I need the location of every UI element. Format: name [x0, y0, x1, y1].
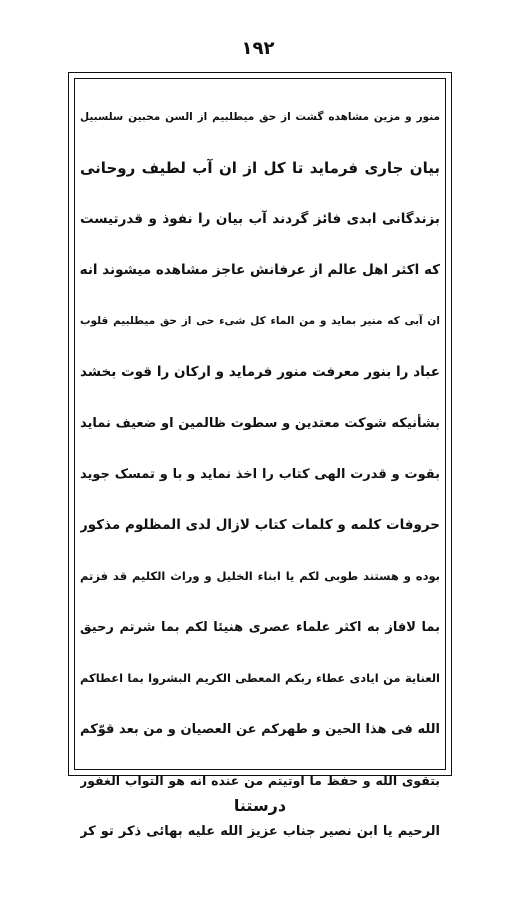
text-line: العنایة من ایادی عطاء ربکم المعطی الکریم البشروا بما اعطاکم	[80, 671, 440, 685]
text-line: حروفات کلمه و کلمات کتاب لازال لدی المظلوم مذکور	[80, 517, 440, 533]
text-line: که اکثر اهل عالم از عرفانش عاجز مشاهده میشوند انه	[80, 262, 440, 278]
text-line: بشأنیکه شوکت معتدین و سطوت ظالمین او ضعیف نماید	[80, 416, 440, 431]
text-line: بزندگانی ابدی فائز گردند آب بیان را نفوذ و قدرتیست	[80, 211, 440, 227]
text-line: الرحیم یا ابن نصیر جناب عزیز الله علیه بهائی ذکر تو کر	[80, 824, 440, 839]
text-line: بتقوی الله و حفظ ما اوتیتم من عنده انه هو التواب الغفور	[80, 773, 440, 788]
text-line: منور و مزین مشاهده گشت از حق میطلبیم از السن محبین سلسبیل	[80, 111, 440, 123]
text-line: الله فی هذا الحین و طهرکم عن العصیان و من بعد قوّکم	[80, 722, 440, 737]
text-line: بوده و هستند طوبی لکم یا ابناء الخلیل و وراث الکلیم قد فزتم	[80, 569, 440, 583]
catchword: درستنا	[233, 796, 287, 815]
text-line: عباد را بنور معرفت منور فرماید و ارکان را قوت بخشد	[80, 364, 440, 380]
text-line: بقوت و قدرت الهی کتاب را اخذ نماید و با و تمسک جوید	[80, 467, 440, 482]
text-line: بیان جاری فرماید تا کل از ان آب لطیف روحانی	[80, 159, 440, 177]
text-line: بما لافاز به اکثر علماء عصری هنیئا لکم بما شرتم رحیق	[80, 620, 440, 635]
page-number: ۱۹۲	[241, 38, 275, 59]
text-line: ان آبی که منیر بماید و من الماء کل شیء حی از حق میطلبیم قلوب	[80, 315, 440, 327]
